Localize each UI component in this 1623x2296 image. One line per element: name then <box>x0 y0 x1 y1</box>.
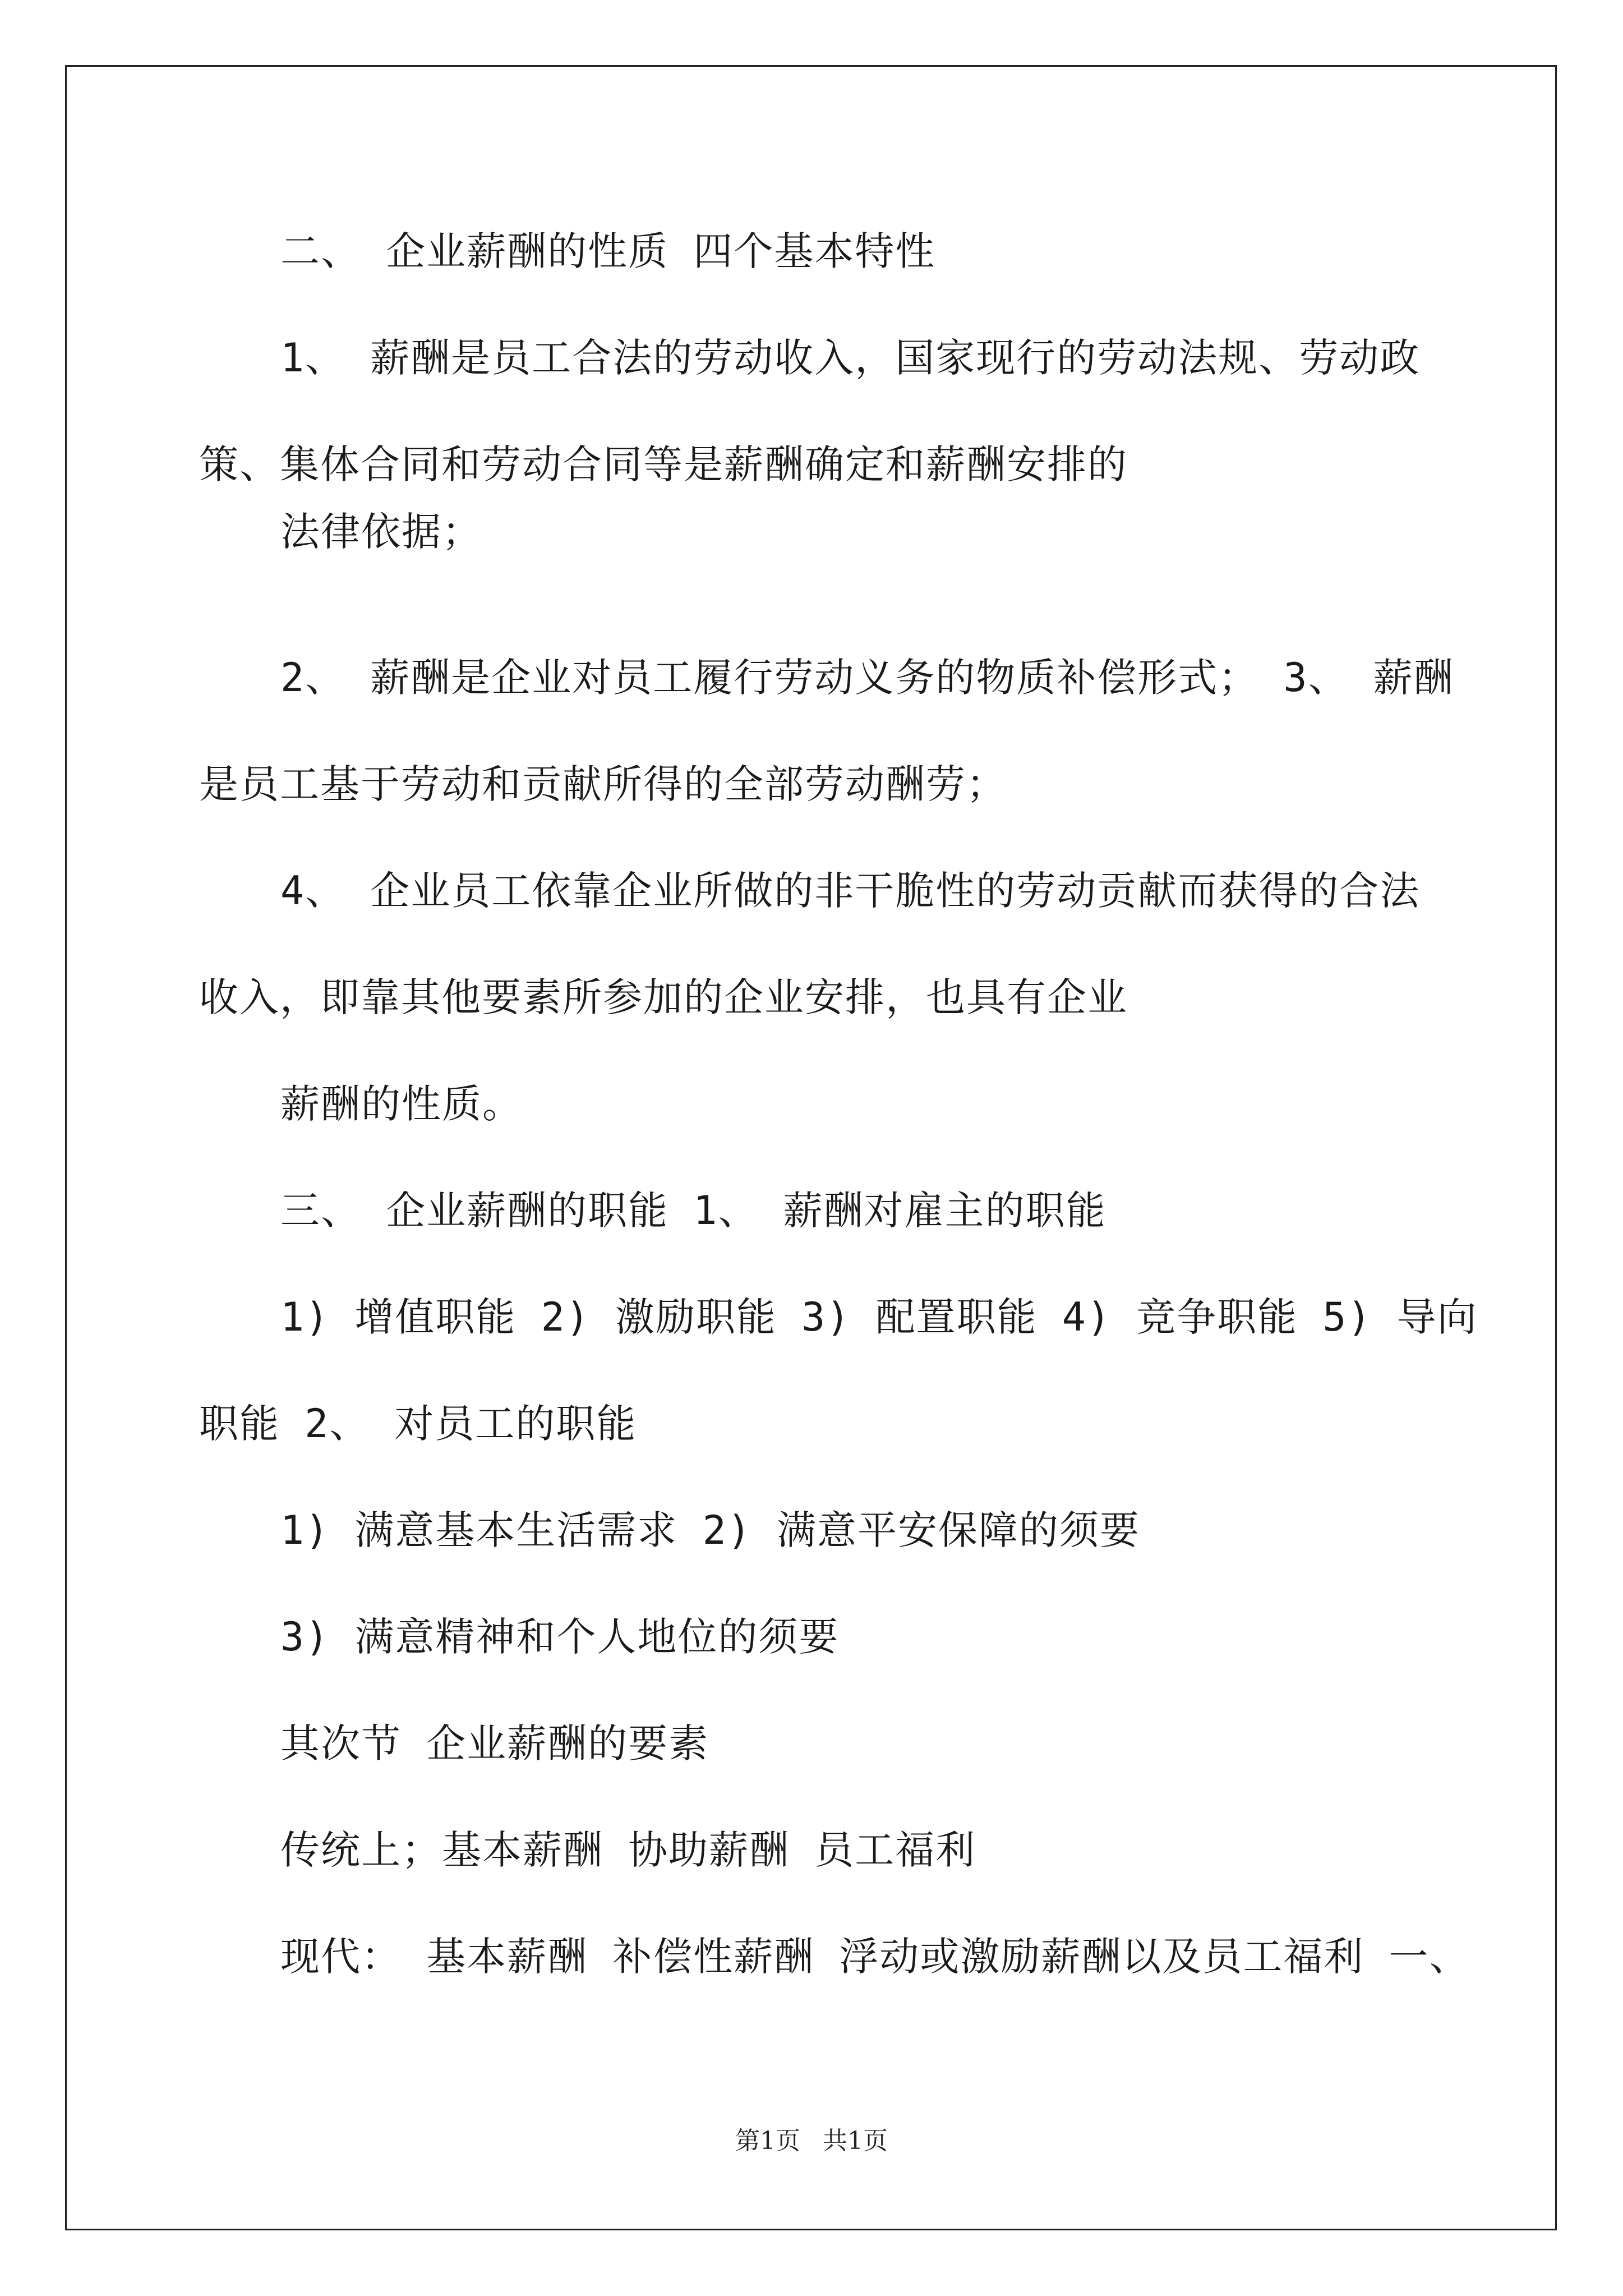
paragraph-line: 4、 企业员工依靠企业所做的非干脆性的劳动贡献而获得的合法 <box>280 868 1421 914</box>
page-footer <box>0 2129 1623 2154</box>
page-number: 第1页 <box>735 2127 800 2155</box>
paragraph-line: 现代： 基本薪酬 补偿性薪酬 浮动或激励薪酬以及员工福利 一、 <box>280 1934 1470 1980</box>
section-heading-3: 三、 企业薪酬的职能 1、 薪酬对雇主的职能 <box>280 1188 1106 1234</box>
page-border <box>65 65 1557 2230</box>
paragraph-line: 1) 满意基本生活需求 2) 满意平安保障的须要 <box>280 1507 1141 1553</box>
paragraph-line: 传统上；基本薪酬 协助薪酬 员工福利 <box>280 1827 976 1873</box>
paragraph-line: 薪酬的性质。 <box>280 1081 523 1127</box>
paragraph-line: 1、 薪酬是员工合法的劳动收入，国家现行的劳动法规、劳动政 <box>280 335 1421 381</box>
paragraph-line: 收入，即靠其他要素所参加的企业安排，也具有企业 <box>199 974 1128 1020</box>
paragraph-line: 职能 2、 对员工的职能 <box>199 1401 637 1447</box>
paragraph-line: 2、 薪酬是企业对员工履行劳动义务的物质补偿形式； 3、 薪酬 <box>280 655 1454 701</box>
section-heading-2: 二、 企业薪酬的性质 四个基本特性 <box>280 228 936 274</box>
paragraph-line: 3) 满意精神和个人地位的须要 <box>280 1614 840 1660</box>
page-total: 共1页 <box>823 2127 888 2155</box>
paragraph-line: 法律依据； <box>280 509 482 555</box>
paragraph-line: 1) 增值职能 2) 激励职能 3) 配置职能 4) 竞争职能 5) 导向 <box>280 1294 1478 1340</box>
section-heading: 其次节 企业薪酬的要素 <box>280 1720 709 1766</box>
paragraph-line: 策、集体合同和劳动合同等是薪酬确定和薪酬安排的 <box>199 441 1128 487</box>
paragraph-line: 是员工基于劳动和贡献所得的全部劳动酬劳； <box>199 761 1007 807</box>
